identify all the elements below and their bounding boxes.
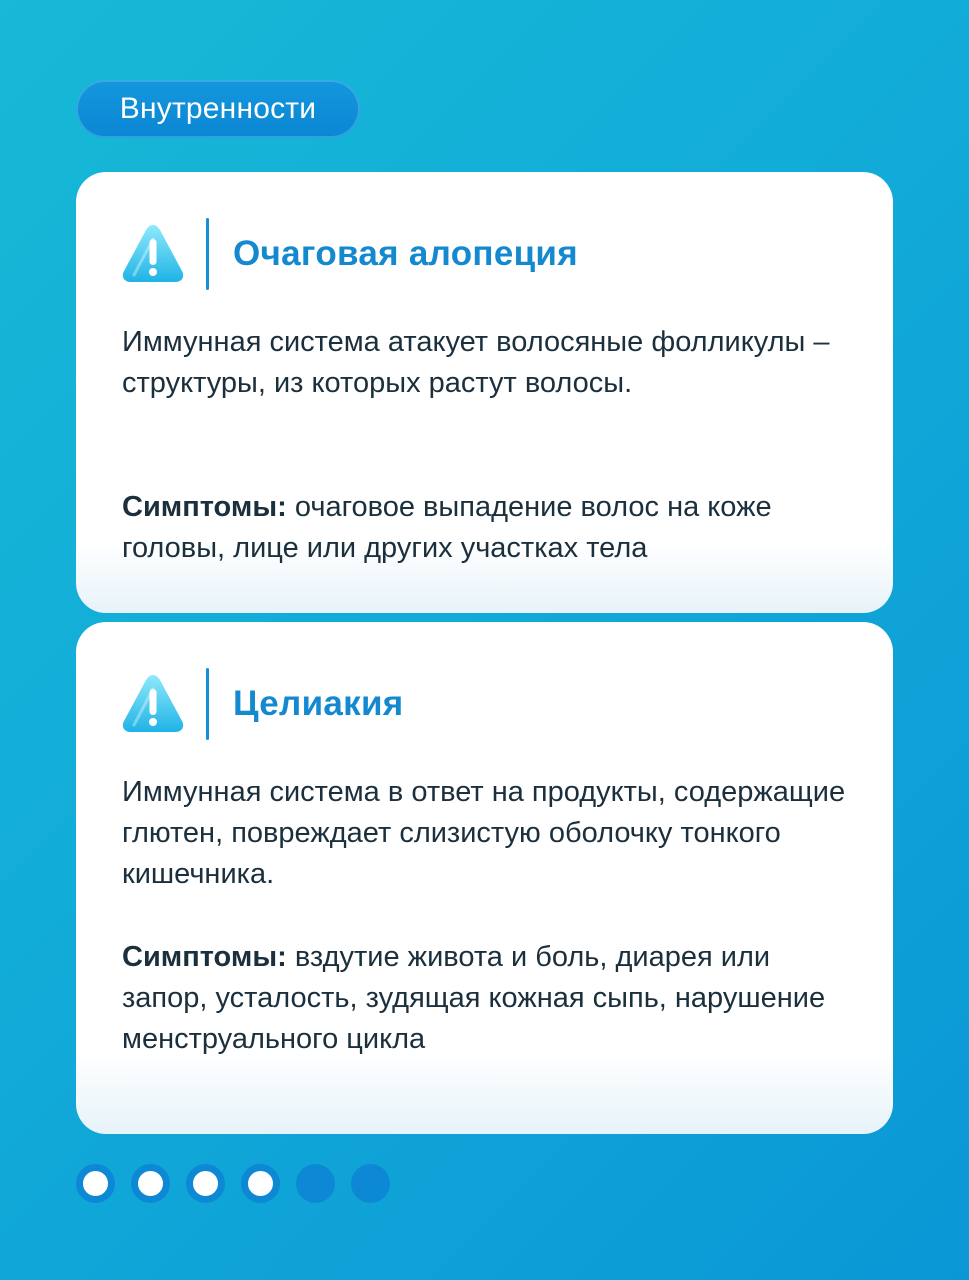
card-header <box>120 218 578 290</box>
info-card-alopecia <box>76 172 893 613</box>
category-tag: Внутренности <box>76 80 360 138</box>
title-divider <box>206 218 209 290</box>
title-divider <box>206 668 209 740</box>
card-symptoms <box>122 487 852 569</box>
symptoms-text: очаговое выпадение волос на коже головы, лице или других участках тела <box>122 491 772 564</box>
pagination-dot[interactable] <box>351 1164 390 1203</box>
card-header <box>120 668 404 740</box>
pagination-dot[interactable] <box>241 1164 280 1203</box>
pagination-dot[interactable] <box>76 1164 115 1203</box>
card-title: Целиакия <box>233 684 404 723</box>
card-title: Очаговая алопеция <box>233 234 578 273</box>
card-description: Иммунная система атакует волосяные фолликулы – структуры, из которых растут волосы. <box>122 326 830 399</box>
pagination-dot[interactable] <box>296 1164 335 1203</box>
symptoms-label: Симптомы: <box>122 941 287 973</box>
warning-icon <box>120 671 186 737</box>
pagination-dot[interactable] <box>131 1164 170 1203</box>
warning-icon <box>120 221 186 287</box>
info-card-celiac <box>76 622 893 1134</box>
card-description: Иммунная система в ответ на продукты, содержащие глютен, повреждает слизистую оболочку тонкого кишечника. <box>122 776 846 890</box>
card-symptoms <box>122 937 852 1060</box>
pagination-dot[interactable] <box>186 1164 225 1203</box>
pagination-dots <box>76 1164 390 1203</box>
symptoms-label: Симптомы: <box>122 491 287 523</box>
symptoms-text: вздутие живота и боль, диарея или запор, усталость, зудящая кожная сыпь, нарушение менструального цикла <box>122 941 826 1055</box>
